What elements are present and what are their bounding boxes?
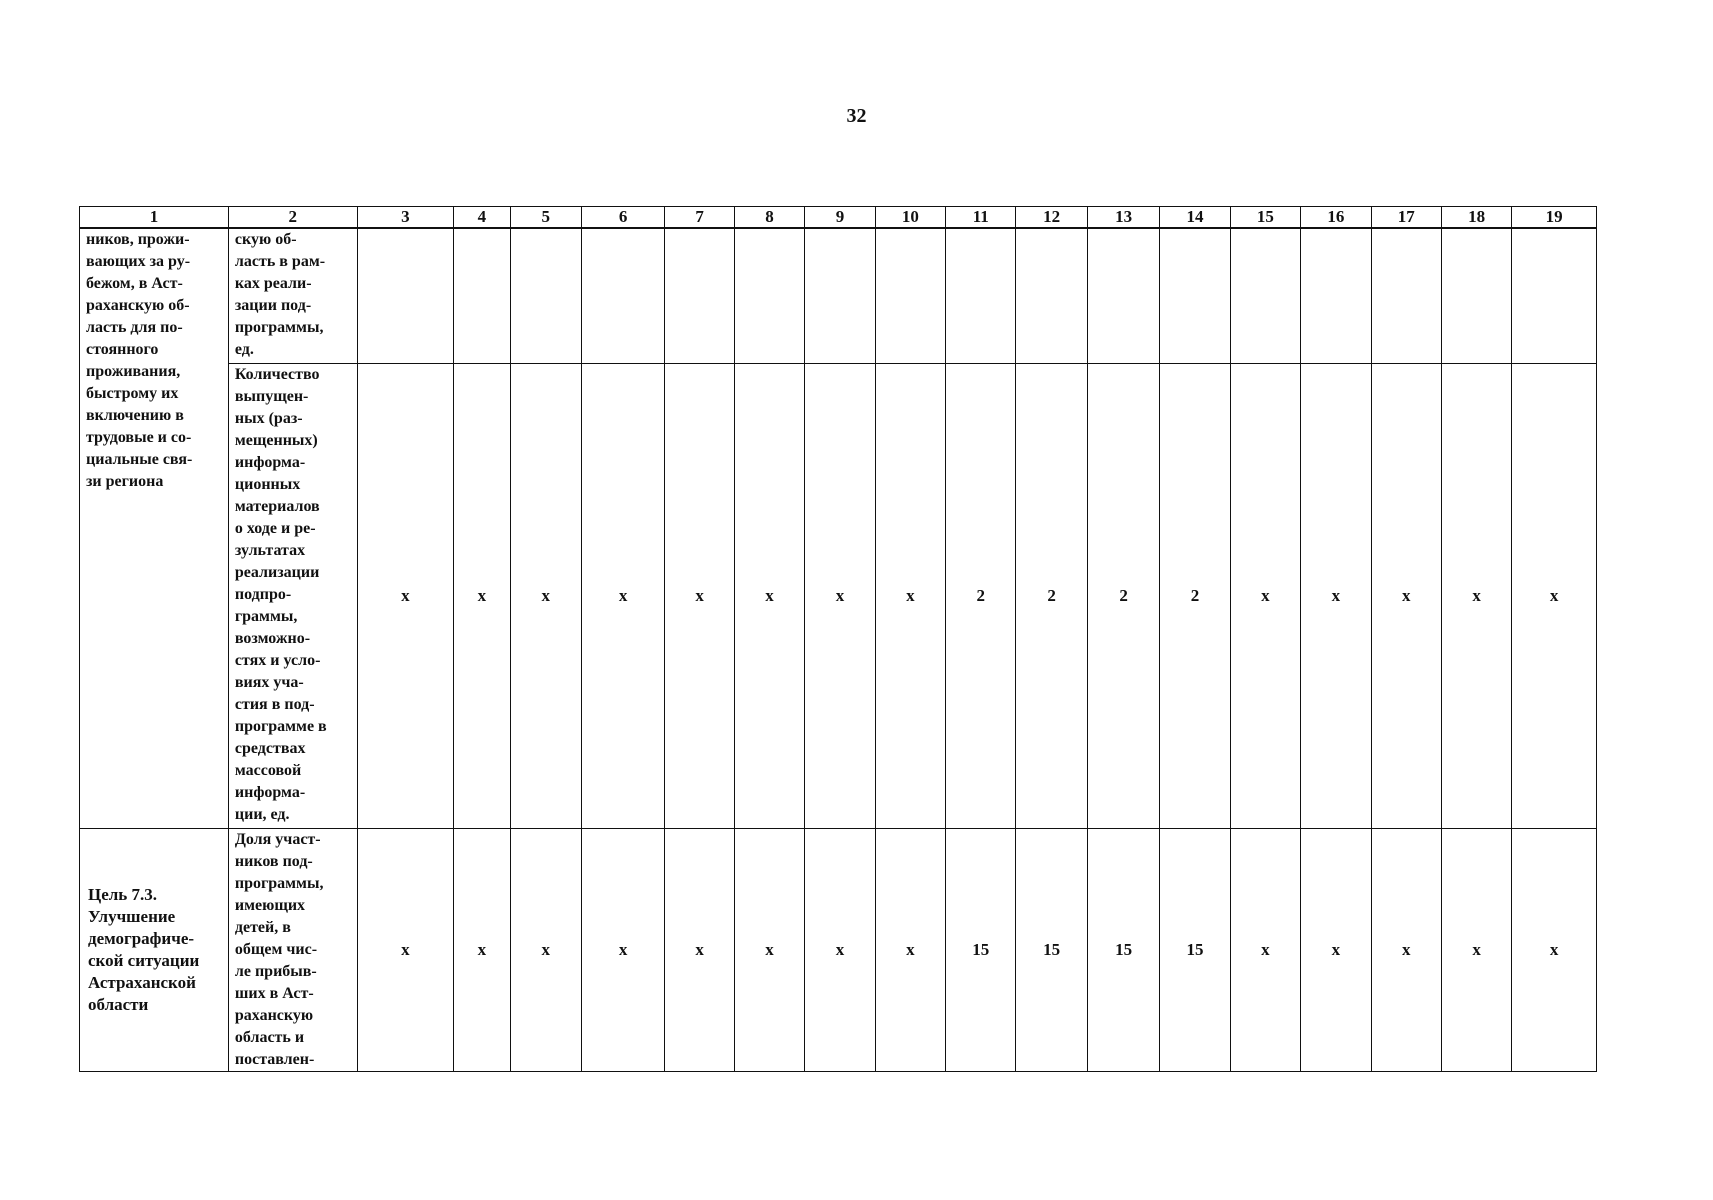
value-cell-col-5: x [510, 364, 581, 829]
value-cell-col-12: 15 [1016, 829, 1087, 1072]
value-cell-col-18 [1441, 228, 1511, 364]
column-header-5: 5 [510, 207, 581, 229]
column-header-2: 2 [228, 207, 357, 229]
value-cell-col-19 [1512, 228, 1597, 364]
value-cell-col-9 [805, 228, 875, 364]
value-cell-col-7: x [665, 829, 734, 1072]
value-cell-col-14: 15 [1160, 829, 1230, 1072]
column-header-14: 14 [1160, 207, 1230, 229]
value-cell-col-4: x [454, 829, 510, 1072]
value-cell-col-13 [1087, 228, 1159, 364]
value-cell-col-18: x [1441, 829, 1511, 1072]
value-cell-col-15: x [1230, 364, 1300, 829]
value-cell-col-8: x [734, 829, 804, 1072]
indicator-name-cell: скую об- ласть в рам- ках реали- зации под- программы, ед. [228, 228, 357, 364]
value-cell-col-7 [665, 228, 734, 364]
column-header-4: 4 [454, 207, 510, 229]
value-cell-col-3 [357, 228, 454, 364]
column-header-17: 17 [1371, 207, 1441, 229]
value-cell-col-4: x [454, 364, 510, 829]
value-cell-col-19: x [1512, 364, 1597, 829]
value-cell-col-8: x [734, 364, 804, 829]
table-row [80, 829, 1597, 1072]
indicator-name-cell: Доля участ- ников под- программы, имеющих детей, в общем чис- ле прибыв- ших в Аст- раханскую область и поставлен- [228, 829, 357, 1072]
value-cell-col-10: x [875, 364, 945, 829]
value-cell-col-4 [454, 228, 510, 364]
value-cell-col-12 [1016, 228, 1087, 364]
value-cell-col-13: 2 [1087, 364, 1159, 829]
value-cell-col-11 [946, 228, 1016, 364]
value-cell-col-10: x [875, 829, 945, 1072]
value-cell-col-5 [510, 228, 581, 364]
value-cell-col-16: x [1301, 364, 1371, 829]
column-header-12: 12 [1016, 207, 1087, 229]
value-cell-col-3: x [357, 829, 454, 1072]
column-header-1: 1 [80, 207, 229, 229]
value-cell-col-14 [1160, 228, 1230, 364]
indicator-table [79, 206, 1597, 1072]
value-cell-col-7: x [665, 364, 734, 829]
column-header-8: 8 [734, 207, 804, 229]
value-cell-col-8 [734, 228, 804, 364]
column-header-10: 10 [875, 207, 945, 229]
column-header-3: 3 [357, 207, 454, 229]
table-row [80, 364, 1597, 829]
column-header-18: 18 [1441, 207, 1511, 229]
value-cell-col-17: x [1371, 829, 1441, 1072]
column-header-19: 19 [1512, 207, 1597, 229]
value-cell-col-6: x [581, 829, 664, 1072]
value-cell-col-6 [581, 228, 664, 364]
value-cell-col-16: x [1301, 829, 1371, 1072]
row-description-cell: ников, прожи- вающих за ру- бежом, в Аст- раханскую об- ласть для по- стоянного проживания, быстрому их включению в трудовые и со- циальные свя- зи региона [80, 228, 229, 829]
value-cell-col-5: x [510, 829, 581, 1072]
goal-description-cell: Цель 7.3. Улучшение демографиче- ской ситуации Астраханской области [80, 829, 229, 1072]
column-header-7: 7 [665, 207, 734, 229]
value-cell-col-18: x [1441, 364, 1511, 829]
value-cell-col-16 [1301, 228, 1371, 364]
value-cell-col-14: 2 [1160, 364, 1230, 829]
value-cell-col-12: 2 [1016, 364, 1087, 829]
indicator-name-cell: Количество выпущен- ных (раз- мещенных) информа- ционных материалов о ходе и ре- зультатах реализации подпро- граммы, возможно- стях и усло- виях уча- стия в под- программе в средствах массовой информа- ции, ед. [228, 364, 357, 829]
value-cell-col-13: 15 [1087, 829, 1159, 1072]
value-cell-col-9: x [805, 364, 875, 829]
column-header-15: 15 [1230, 207, 1300, 229]
column-header-9: 9 [805, 207, 875, 229]
value-cell-col-10 [875, 228, 945, 364]
value-cell-col-11: 2 [946, 364, 1016, 829]
value-cell-col-6: x [581, 364, 664, 829]
value-cell-col-15 [1230, 228, 1300, 364]
value-cell-col-11: 15 [946, 829, 1016, 1072]
value-cell-col-17: x [1371, 364, 1441, 829]
table-row [80, 228, 1597, 364]
value-cell-col-19: x [1512, 829, 1597, 1072]
value-cell-col-3: x [357, 364, 454, 829]
table-header-row [80, 207, 1597, 229]
value-cell-col-9: x [805, 829, 875, 1072]
value-cell-col-17 [1371, 228, 1441, 364]
column-header-11: 11 [946, 207, 1016, 229]
value-cell-col-15: x [1230, 829, 1300, 1072]
column-header-6: 6 [581, 207, 664, 229]
column-header-13: 13 [1087, 207, 1159, 229]
column-header-16: 16 [1301, 207, 1371, 229]
page-number: 32 [846, 105, 867, 127]
